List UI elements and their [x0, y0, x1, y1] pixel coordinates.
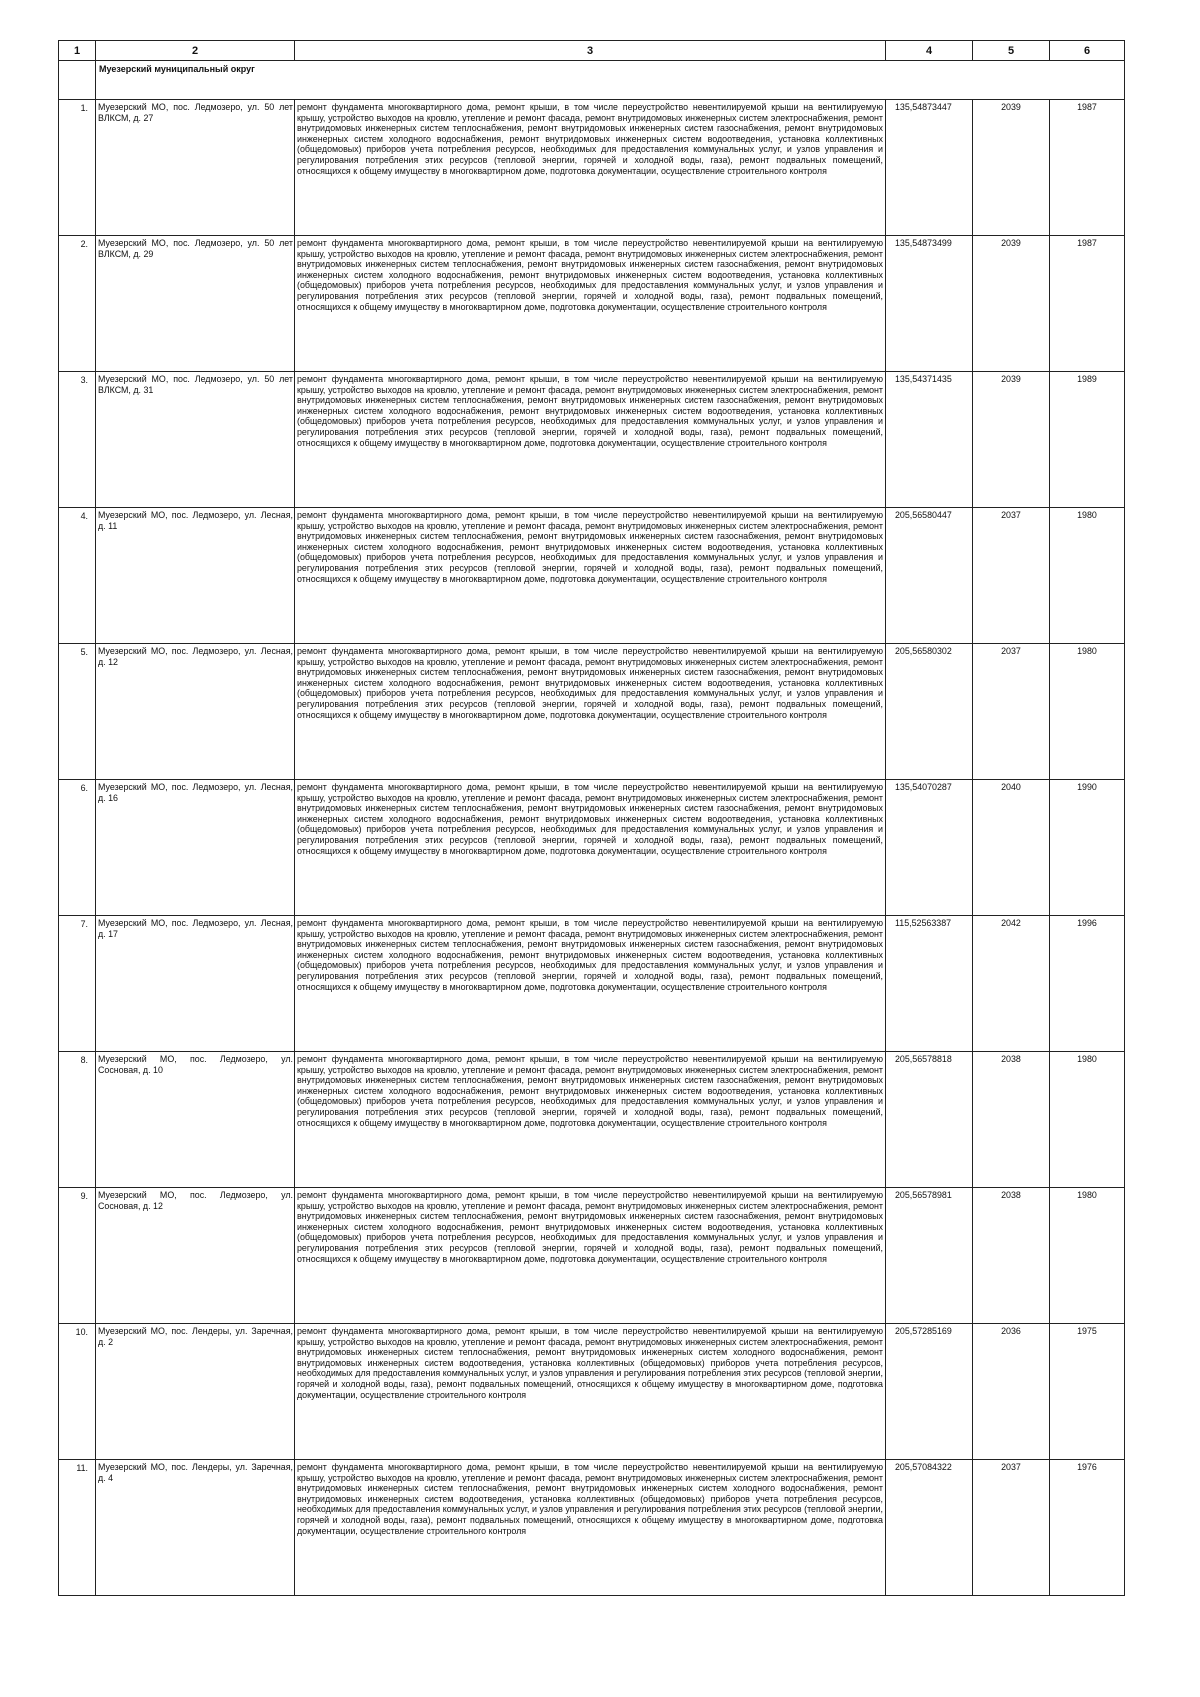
planned-year-cell: 2037: [973, 1460, 1050, 1596]
address-cell: Муезерский МО, пос. Ледмозеро, ул. 50 лет ВЛКСМ, д. 31: [96, 372, 295, 508]
column-header-3: 3: [295, 41, 886, 61]
works-description-cell: ремонт фундамента многоквартирного дома, ремонт крыши, в том числе переустройство невентилируемой крыши на вентилируемую крышу, устройство выходов на кровлю, утепление и ремонт фасада, ремонт внутридомовых инженерных систем электроснабжения, ремонт внутридомовых инженерных систем теплоснабжения, ремонт внутридомовых инженерных систем газоснабжения, ремонт внутридомовых инженерных систем холодного водоснабжения, ремонт внутридомовых инженерных систем водоотведения, установка коллективных (общедомовых) приборов учета потребления ресурсов, необходимых для предоставления коммунальных услуг, и узлов управления и регулирования потребления этих ресурсов (тепловой энергии, горячей и холодной воды, газа), ремонт подвальных помещений, относящихся к общему имуществу в многоквартирном доме, подготовка документации, осуществление строительного контроля: [295, 100, 886, 236]
planned-year-cell: 2037: [973, 508, 1050, 644]
address-cell: Муезерский МО, пос. Ледмозеро, ул. 50 лет ВЛКСМ, д. 27: [96, 100, 295, 236]
row-number-cell: 5.: [59, 644, 96, 780]
table-row: [59, 1052, 1125, 1188]
table-row: [59, 236, 1125, 372]
works-description-cell: ремонт фундамента многоквартирного дома, ремонт крыши, в том числе переустройство невентилируемой крыши на вентилируемую крышу, устройство выходов на кровлю, утепление и ремонт фасада, ремонт внутридомовых инженерных систем электроснабжения, ремонт внутридомовых инженерных систем теплоснабжения, ремонт внутридомовых инженерных систем газоснабжения, ремонт внутридомовых инженерных систем холодного водоснабжения, ремонт внутридомовых инженерных систем водоотведения, установка коллективных (общедомовых) приборов учета потребления ресурсов, необходимых для предоставления коммунальных услуг, и узлов управления и регулирования потребления этих ресурсов (тепловой энергии, горячей и холодной воды, газа), ремонт подвальных помещений, относящихся к общему имуществу в многоквартирном доме, подготовка документации, осуществление строительного контроля: [295, 1188, 886, 1324]
address-cell: Муезерский МО, пос. Ледмозеро, ул. Сосновая, д. 10: [96, 1052, 295, 1188]
planned-year-cell: 2042: [973, 916, 1050, 1052]
build-year-cell: 1980: [1050, 1052, 1125, 1188]
column-number-header-row: [59, 41, 1125, 61]
table-row: [59, 644, 1125, 780]
row-number-cell: 1.: [59, 100, 96, 236]
build-year-cell: 1987: [1050, 236, 1125, 372]
build-year-cell: 1990: [1050, 780, 1125, 916]
region-label: Муезерский муниципальный округ: [99, 64, 255, 74]
table-row: [59, 1324, 1125, 1460]
cost-cell: 205,56578981: [886, 1188, 973, 1324]
document-sheet: [58, 40, 1124, 1596]
cost-cell: 135,54873499: [886, 236, 973, 372]
row-number-cell: 4.: [59, 508, 96, 644]
cost-cell: 205,57084322: [886, 1460, 973, 1596]
build-year-cell: 1976: [1050, 1460, 1125, 1596]
column-header-6: 6: [1050, 41, 1125, 61]
table-row: [59, 508, 1125, 644]
row-number-cell: 10.: [59, 1324, 96, 1460]
build-year-cell: 1975: [1050, 1324, 1125, 1460]
column-header-1: 1: [59, 41, 96, 61]
works-description-cell: ремонт фундамента многоквартирного дома, ремонт крыши, в том числе переустройство невентилируемой крыши на вентилируемую крышу, устройство выходов на кровлю, утепление и ремонт фасада, ремонт внутридомовых инженерных систем электроснабжения, ремонт внутридомовых инженерных систем теплоснабжения, ремонт внутридомовых инженерных систем газоснабжения, ремонт внутридомовых инженерных систем холодного водоснабжения, ремонт внутридомовых инженерных систем водоотведения, установка коллективных (общедомовых) приборов учета потребления ресурсов, необходимых для предоставления коммунальных услуг, и узлов управления и регулирования потребления этих ресурсов (тепловой энергии, горячей и холодной воды, газа), ремонт подвальных помещений, относящихся к общему имуществу в многоквартирном доме, подготовка документации, осуществление строительного контроля: [295, 1052, 886, 1188]
cost-cell: 135,54371435: [886, 372, 973, 508]
planned-year-cell: 2039: [973, 236, 1050, 372]
address-cell: Муезерский МО, пос. Ледмозеро, ул. Лесная, д. 11: [96, 508, 295, 644]
row-number-cell: 3.: [59, 372, 96, 508]
cost-cell: 115,52563387: [886, 916, 973, 1052]
cost-cell: 205,56580302: [886, 644, 973, 780]
region-empty-cell: [59, 61, 96, 100]
works-description-cell: ремонт фундамента многоквартирного дома, ремонт крыши, в том числе переустройство невентилируемой крыши на вентилируемую крышу, устройство выходов на кровлю, утепление и ремонт фасада, ремонт внутридомовых инженерных систем электроснабжения, ремонт внутридомовых инженерных систем теплоснабжения, ремонт внутридомовых инженерных систем газоснабжения, ремонт внутридомовых инженерных систем холодного водоснабжения, ремонт внутридомовых инженерных систем водоотведения, установка коллективных (общедомовых) приборов учета потребления ресурсов, необходимых для предоставления коммунальных услуг, и узлов управления и регулирования потребления этих ресурсов (тепловой энергии, горячей и холодной воды, газа), ремонт подвальных помещений, относящихся к общему имуществу в многоквартирном доме, подготовка документации, осуществление строительного контроля: [295, 780, 886, 916]
works-description-cell: ремонт фундамента многоквартирного дома, ремонт крыши, в том числе переустройство невентилируемой крыши на вентилируемую крышу, устройство выходов на кровлю, утепление и ремонт фасада, ремонт внутридомовых инженерных систем электроснабжения, ремонт внутридомовых инженерных систем теплоснабжения, ремонт внутридомовых инженерных систем холодного водоснабжения, ремонт внутридомовых инженерных систем водоотведения, установка коллективных (общедомовых) приборов учета потребления ресурсов, необходимых для предоставления коммунальных услуг, и узлов управления и регулирования потребления этих ресурсов (тепловой энергии, горячей и холодной воды, газа), ремонт подвальных помещений, относящихся к общему имуществу в многоквартирном доме, подготовка документации, осуществление строительного контроля: [295, 1460, 886, 1596]
cost-cell: 205,56578818: [886, 1052, 973, 1188]
table-row: [59, 916, 1125, 1052]
build-year-cell: 1980: [1050, 508, 1125, 644]
build-year-cell: 1989: [1050, 372, 1125, 508]
build-year-cell: 1996: [1050, 916, 1125, 1052]
table-row: [59, 1188, 1125, 1324]
row-number-cell: 11.: [59, 1460, 96, 1596]
row-number-cell: 9.: [59, 1188, 96, 1324]
address-cell: Муезерский МО, пос. Ледмозеро, ул. 50 лет ВЛКСМ, д. 29: [96, 236, 295, 372]
works-description-cell: ремонт фундамента многоквартирного дома, ремонт крыши, в том числе переустройство невентилируемой крыши на вентилируемую крышу, устройство выходов на кровлю, утепление и ремонт фасада, ремонт внутридомовых инженерных систем электроснабжения, ремонт внутридомовых инженерных систем теплоснабжения, ремонт внутридомовых инженерных систем газоснабжения, ремонт внутридомовых инженерных систем холодного водоснабжения, ремонт внутридомовых инженерных систем водоотведения, установка коллективных (общедомовых) приборов учета потребления ресурсов, необходимых для предоставления коммунальных услуг, и узлов управления и регулирования потребления этих ресурсов (тепловой энергии, горячей и холодной воды, газа), ремонт подвальных помещений, относящихся к общему имуществу в многоквартирном доме, подготовка документации, осуществление строительного контроля: [295, 644, 886, 780]
address-cell: Муезерский МО, пос. Ледмозеро, ул. Лесная, д. 12: [96, 644, 295, 780]
column-header-2: 2: [96, 41, 295, 61]
address-cell: Муезерский МО, пос. Ледмозеро, ул. Лесная, д. 17: [96, 916, 295, 1052]
row-number-cell: 8.: [59, 1052, 96, 1188]
repair-program-table: [58, 40, 1125, 1596]
table-row: [59, 1460, 1125, 1596]
planned-year-cell: 2039: [973, 372, 1050, 508]
region-row: [59, 61, 1125, 100]
planned-year-cell: 2039: [973, 100, 1050, 236]
table-row: [59, 780, 1125, 916]
planned-year-cell: 2038: [973, 1052, 1050, 1188]
works-description-cell: ремонт фундамента многоквартирного дома, ремонт крыши, в том числе переустройство невентилируемой крыши на вентилируемую крышу, устройство выходов на кровлю, утепление и ремонт фасада, ремонт внутридомовых инженерных систем электроснабжения, ремонт внутридомовых инженерных систем теплоснабжения, ремонт внутридомовых инженерных систем газоснабжения, ремонт внутридомовых инженерных систем холодного водоснабжения, ремонт внутридомовых инженерных систем водоотведения, установка коллективных (общедомовых) приборов учета потребления ресурсов, необходимых для предоставления коммунальных услуг, и узлов управления и регулирования потребления этих ресурсов (тепловой энергии, горячей и холодной воды, газа), ремонт подвальных помещений, относящихся к общему имуществу в многоквартирном доме, подготовка документации, осуществление строительного контроля: [295, 508, 886, 644]
table-row: [59, 100, 1125, 236]
region-cell: [96, 61, 1125, 100]
table-row: [59, 372, 1125, 508]
build-year-cell: 1987: [1050, 100, 1125, 236]
address-cell: Муезерский МО, пос. Ледмозеро, ул. Сосновая, д. 12: [96, 1188, 295, 1324]
address-cell: Муезерский МО, пос. Ледмозеро, ул. Лесная, д. 16: [96, 780, 295, 916]
cost-cell: 135,54070287: [886, 780, 973, 916]
build-year-cell: 1980: [1050, 644, 1125, 780]
row-number-cell: 6.: [59, 780, 96, 916]
address-cell: Муезерский МО, пос. Лендеры, ул. Заречная, д. 4: [96, 1460, 295, 1596]
works-description-cell: ремонт фундамента многоквартирного дома, ремонт крыши, в том числе переустройство невентилируемой крыши на вентилируемую крышу, устройство выходов на кровлю, утепление и ремонт фасада, ремонт внутридомовых инженерных систем электроснабжения, ремонт внутридомовых инженерных систем теплоснабжения, ремонт внутридомовых инженерных систем газоснабжения, ремонт внутридомовых инженерных систем холодного водоснабжения, ремонт внутридомовых инженерных систем водоотведения, установка коллективных (общедомовых) приборов учета потребления ресурсов, необходимых для предоставления коммунальных услуг, и узлов управления и регулирования потребления этих ресурсов (тепловой энергии, горячей и холодной воды, газа), ремонт подвальных помещений, относящихся к общему имуществу в многоквартирном доме, подготовка документации, осуществление строительного контроля: [295, 916, 886, 1052]
address-cell: Муезерский МО, пос. Лендеры, ул. Заречная, д. 2: [96, 1324, 295, 1460]
build-year-cell: 1980: [1050, 1188, 1125, 1324]
column-header-5: 5: [973, 41, 1050, 61]
works-description-cell: ремонт фундамента многоквартирного дома, ремонт крыши, в том числе переустройство невентилируемой крыши на вентилируемую крышу, устройство выходов на кровлю, утепление и ремонт фасада, ремонт внутридомовых инженерных систем электроснабжения, ремонт внутридомовых инженерных систем теплоснабжения, ремонт внутридомовых инженерных систем газоснабжения, ремонт внутридомовых инженерных систем холодного водоснабжения, ремонт внутридомовых инженерных систем водоотведения, установка коллективных (общедомовых) приборов учета потребления ресурсов, необходимых для предоставления коммунальных услуг, и узлов управления и регулирования потребления этих ресурсов (тепловой энергии, горячей и холодной воды, газа), ремонт подвальных помещений, относящихся к общему имуществу в многоквартирном доме, подготовка документации, осуществление строительного контроля: [295, 372, 886, 508]
cost-cell: 135,54873447: [886, 100, 973, 236]
table-body: [59, 61, 1125, 1596]
planned-year-cell: 2038: [973, 1188, 1050, 1324]
column-header-4: 4: [886, 41, 973, 61]
cost-cell: 205,57285169: [886, 1324, 973, 1460]
works-description-cell: ремонт фундамента многоквартирного дома, ремонт крыши, в том числе переустройство невентилируемой крыши на вентилируемую крышу, устройство выходов на кровлю, утепление и ремонт фасада, ремонт внутридомовых инженерных систем электроснабжения, ремонт внутридомовых инженерных систем теплоснабжения, ремонт внутридомовых инженерных систем холодного водоснабжения, ремонт внутридомовых инженерных систем водоотведения, установка коллективных (общедомовых) приборов учета потребления ресурсов, необходимых для предоставления коммунальных услуг, и узлов управления и регулирования потребления этих ресурсов (тепловой энергии, горячей и холодной воды, газа), ремонт подвальных помещений, относящихся к общему имуществу в многоквартирном доме, подготовка документации, осуществление строительного контроля: [295, 1324, 886, 1460]
works-description-cell: ремонт фундамента многоквартирного дома, ремонт крыши, в том числе переустройство невентилируемой крыши на вентилируемую крышу, устройство выходов на кровлю, утепление и ремонт фасада, ремонт внутридомовых инженерных систем электроснабжения, ремонт внутридомовых инженерных систем теплоснабжения, ремонт внутридомовых инженерных систем газоснабжения, ремонт внутридомовых инженерных систем холодного водоснабжения, ремонт внутридомовых инженерных систем водоотведения, установка коллективных (общедомовых) приборов учета потребления ресурсов, необходимых для предоставления коммунальных услуг, и узлов управления и регулирования потребления этих ресурсов (тепловой энергии, горячей и холодной воды, газа), ремонт подвальных помещений, относящихся к общему имуществу в многоквартирном доме, подготовка документации, осуществление строительного контроля: [295, 236, 886, 372]
planned-year-cell: 2036: [973, 1324, 1050, 1460]
row-number-cell: 7.: [59, 916, 96, 1052]
planned-year-cell: 2040: [973, 780, 1050, 916]
planned-year-cell: 2037: [973, 644, 1050, 780]
row-number-cell: 2.: [59, 236, 96, 372]
cost-cell: 205,56580447: [886, 508, 973, 644]
